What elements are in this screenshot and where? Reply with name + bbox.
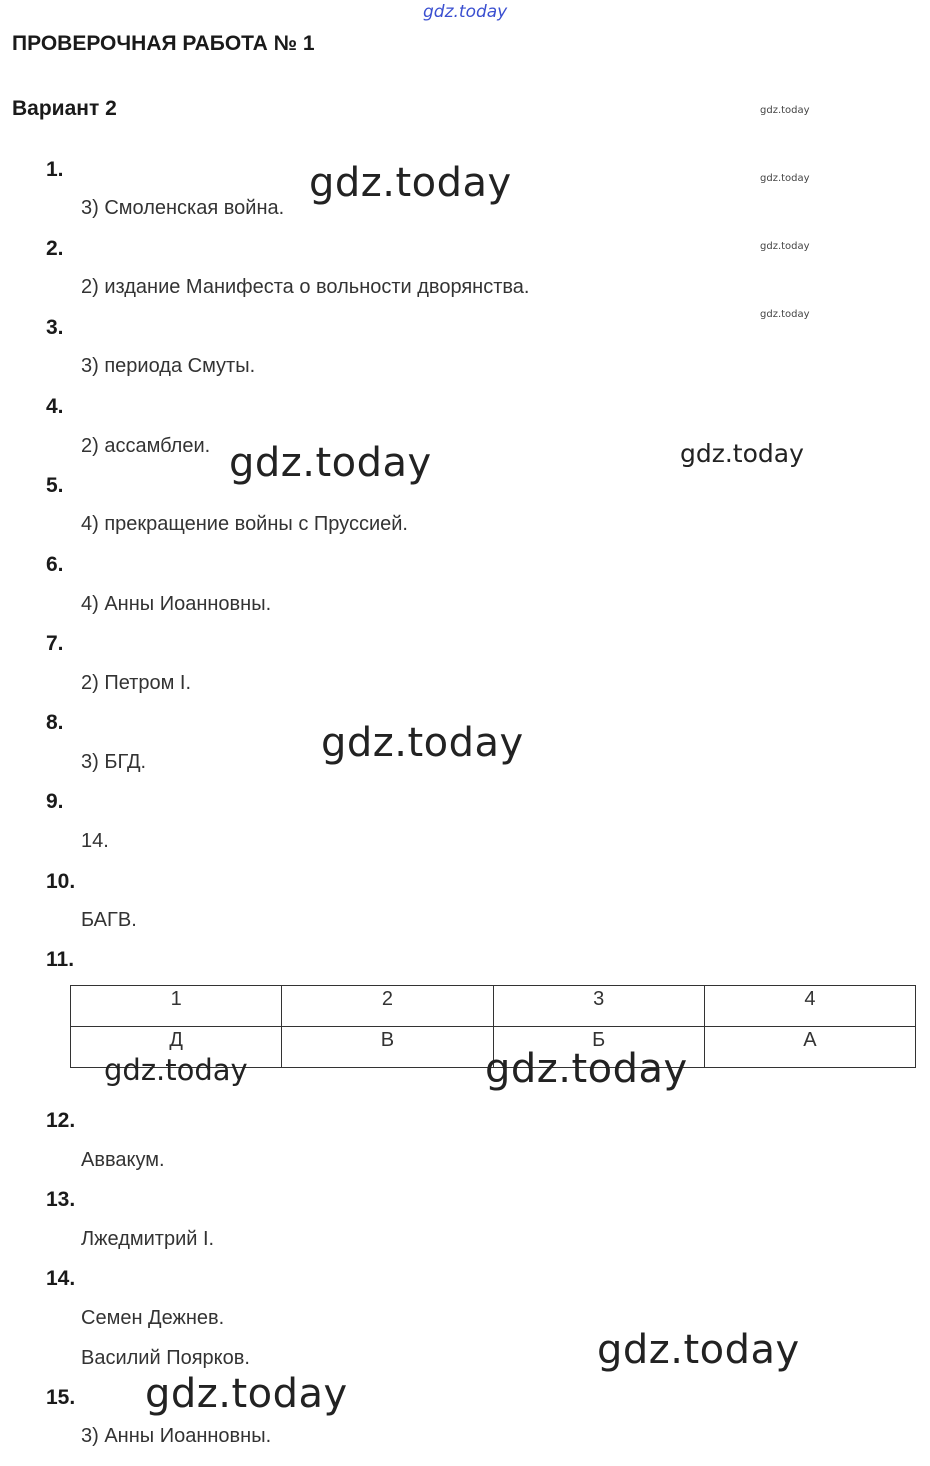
table-cell: Б bbox=[493, 1027, 704, 1068]
watermark-text: gdz.today bbox=[485, 1046, 688, 1092]
table-cell: 1 bbox=[71, 986, 282, 1027]
answer-text: 2) издание Манифеста о вольности дворянства. bbox=[81, 276, 530, 298]
answer-text: БАГВ. bbox=[81, 909, 137, 931]
question-number: 3. bbox=[46, 316, 64, 339]
question-number: 14. bbox=[46, 1267, 76, 1290]
watermark-text: gdz.today bbox=[104, 1053, 248, 1087]
table-cell: 3 bbox=[493, 986, 704, 1027]
question-number: 7. bbox=[46, 632, 64, 655]
table-cell: А bbox=[704, 1027, 915, 1068]
answer-text: 3) периода Смуты. bbox=[81, 355, 256, 377]
answer-text: 3) Смоленская война. bbox=[81, 197, 285, 219]
question-number: 9. bbox=[46, 790, 64, 813]
watermark-text: gdz.today bbox=[423, 2, 508, 22]
watermark-text: gdz.today bbox=[760, 105, 810, 116]
question-number: 6. bbox=[46, 553, 64, 576]
answer-text: Василий Поярков. bbox=[81, 1347, 250, 1369]
question-number: 8. bbox=[46, 711, 64, 734]
question-number: 1. bbox=[46, 158, 64, 181]
answer-text: 14. bbox=[81, 830, 109, 852]
watermark-text: gdz.today bbox=[760, 173, 810, 184]
page-title: ПРОВЕРОЧНАЯ РАБОТА № 1 bbox=[12, 32, 315, 55]
question-number: 12. bbox=[46, 1109, 76, 1132]
watermark-text: gdz.today bbox=[680, 439, 804, 468]
answer-text: Лжедмитрий I. bbox=[81, 1228, 215, 1250]
question-number: 15. bbox=[46, 1386, 76, 1409]
answer-text: Аввакум. bbox=[81, 1149, 165, 1171]
question-number: 4. bbox=[46, 395, 64, 418]
watermark-text: gdz.today bbox=[760, 309, 810, 320]
watermark-text: gdz.today bbox=[229, 440, 432, 486]
variant-heading: Вариант 2 bbox=[12, 97, 117, 120]
question-number: 5. bbox=[46, 474, 64, 497]
watermark-text: gdz.today bbox=[597, 1327, 800, 1373]
question-number: 13. bbox=[46, 1188, 76, 1211]
answer-text: Семен Дежнев. bbox=[81, 1307, 225, 1329]
table-cell: 2 bbox=[282, 986, 493, 1027]
answer-text: 2) ассамблеи. bbox=[81, 435, 211, 457]
table-cell: 4 bbox=[704, 986, 915, 1027]
question-number: 10. bbox=[46, 870, 76, 893]
watermark-text: gdz.today bbox=[760, 241, 810, 252]
table-cell: Д bbox=[71, 1027, 282, 1068]
answer-text: 2) Петром I. bbox=[81, 672, 191, 694]
answer-text: 4) Анны Иоанновны. bbox=[81, 593, 272, 615]
answer-text: 3) Анны Иоанновны. bbox=[81, 1425, 272, 1447]
answer-text: 4) прекращение войны с Пруссией. bbox=[81, 513, 408, 535]
table-cell: В bbox=[282, 1027, 493, 1068]
watermark-text: gdz.today bbox=[309, 160, 512, 206]
watermark-text: gdz.today bbox=[321, 720, 524, 766]
table-row bbox=[71, 986, 916, 1027]
watermark-text: gdz.today bbox=[145, 1371, 348, 1417]
question-number: 2. bbox=[46, 237, 64, 260]
question-number: 11. bbox=[46, 948, 75, 971]
answer-text: 3) БГД. bbox=[81, 751, 147, 773]
